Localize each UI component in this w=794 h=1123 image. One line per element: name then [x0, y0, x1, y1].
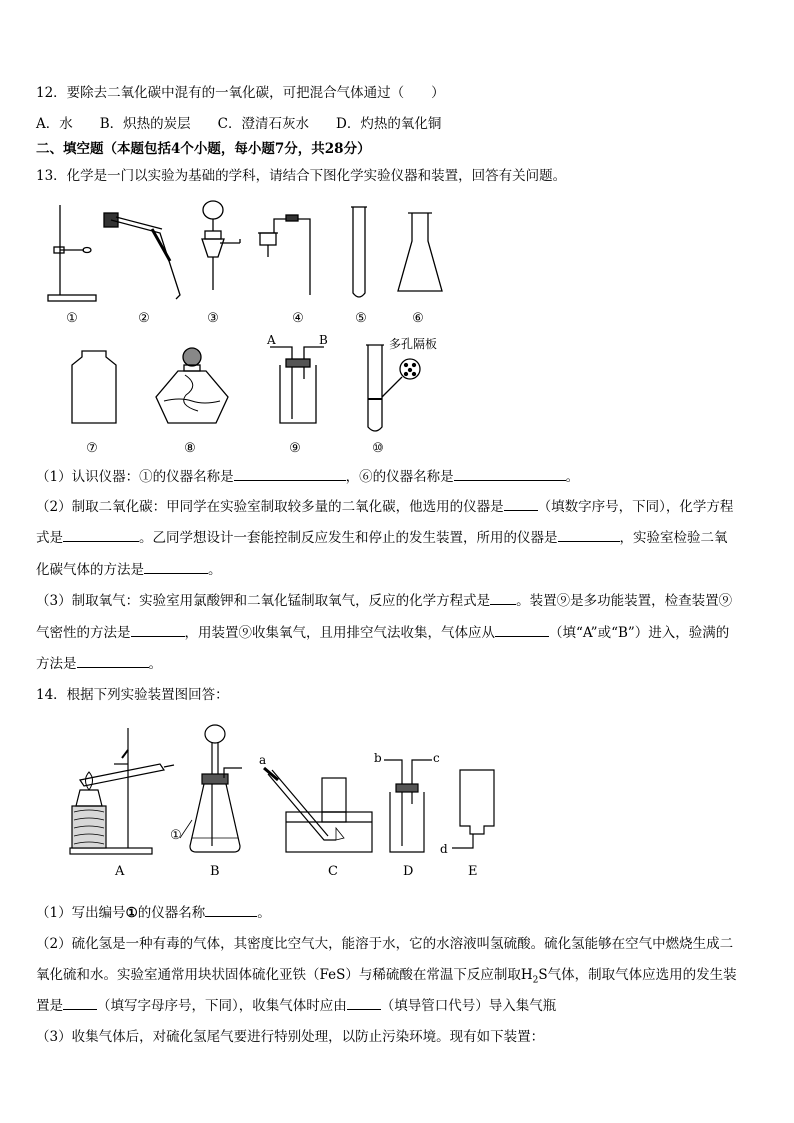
q13-p3-text-f: 方法是: [36, 656, 77, 672]
q13-p2-text-d: 。乙同学想设计一套能控制反应发生和停止的发生装置，所用的仪器是: [139, 530, 558, 546]
q12-options: A．水 B．炽热的炭层 C．澄清石灰水 D．灼热的氧化铜: [36, 116, 442, 132]
label-6: ⑥: [412, 311, 424, 326]
iron-stand-icon: [48, 205, 96, 301]
q13-p2-text-e: ，实验室检验二氧: [619, 530, 728, 546]
q14-part3: （3）收集气体后，对硫化氢尾气要进行特别处理，以防止污染环境。现有如下装置：: [36, 1029, 545, 1045]
circle-1-label: ①: [170, 828, 182, 843]
blank-instrument-name[interactable]: [205, 904, 257, 917]
blank-co2-apparatus[interactable]: [504, 498, 538, 511]
label-4: ④: [292, 311, 304, 326]
q14-part2-line2: [36, 966, 737, 990]
wide-mouth-bottle-icon: [72, 351, 116, 423]
label-7: ⑦: [86, 441, 98, 456]
blank-control-apparatus[interactable]: [558, 529, 620, 542]
q14-p2-text-e: （填写字母序号，下同），收集气体时应由: [97, 998, 347, 1014]
q13-part1: [36, 468, 579, 486]
blank-o2-equation[interactable]: [490, 592, 516, 605]
separatory-funnel-icon: [202, 201, 240, 290]
device-label-a: A: [115, 864, 125, 879]
q13-p2-text-c: 式是: [36, 530, 63, 546]
q13-p3-text-c: 气密性的方法是: [36, 625, 131, 641]
blank-generator[interactable]: [63, 997, 97, 1010]
q14-p1-text-c: 。: [257, 905, 271, 921]
bent-tube-with-stopper-icon: [104, 213, 180, 299]
q13-p1-text-b: ，⑥的仪器名称是: [345, 469, 454, 485]
label-5: ⑤: [355, 311, 367, 326]
q14-part1: [36, 904, 271, 922]
label-1: ①: [66, 311, 78, 326]
q13-p3-text-d: ，用装置⑨收集氧气，且用排空气法收集，气体应从: [184, 625, 495, 641]
q14-p2-text-c: 气体，制取气体应选用的发生装: [547, 967, 737, 983]
device-d-bottle-icon: [384, 760, 432, 852]
blank-apparatus-1[interactable]: [234, 468, 346, 481]
device-label-d: D: [403, 864, 414, 879]
stopper-with-tube-icon: [258, 215, 310, 295]
blank-airtight-method[interactable]: [131, 624, 185, 637]
q13-p3-text-e: （填“A”或“B”）进入，验满的: [549, 625, 730, 641]
label-3: ③: [207, 311, 219, 326]
q14-p2-text-f: （填导管口代号）导入集气瓶: [380, 998, 557, 1014]
q13-stem: 13．化学是一门以实验为基础的学科，请结合下图化学实验仪器和装置，回答有关问题。: [36, 168, 567, 184]
q14-part2-line1: （2）硫化氢是一种有毒的气体，其密度比空气大，能溶于水，它的水溶液叫氢硫酸。硫化氢能够在空气中燃烧生成二: [36, 936, 734, 952]
q14-p1-text-a: （1）写出编号: [36, 905, 126, 921]
blank-inlet[interactable]: [347, 997, 381, 1010]
port-a-label-q14: a: [259, 753, 267, 767]
q13-p2-text-b: （填数字序号，下同），化学方程: [537, 499, 734, 515]
device-label-e: E: [468, 864, 478, 879]
test-tube-icon: [351, 207, 367, 297]
port-a-label: A: [267, 333, 276, 347]
section-title: 二、填空题（本题包括4个小题，每小题7分，共28分）: [36, 141, 371, 157]
erlenmeyer-flask-icon: [398, 213, 442, 291]
q14-part2-line3: [36, 997, 556, 1015]
q13-p2-text-g: 。: [208, 562, 222, 578]
port-c-label-q14: c: [433, 751, 440, 765]
apparatus-row-1: [40, 195, 460, 310]
label-10: ⑩: [372, 441, 384, 456]
blank-gas-inlet[interactable]: [495, 624, 549, 637]
q13-p1-text-a: （1）认识仪器：①的仪器名称是: [36, 469, 234, 485]
q14-p1-text-b: 的仪器名称: [137, 905, 206, 921]
label-9: ⑨: [289, 441, 301, 456]
q14-h2s-sub: 2: [532, 975, 539, 986]
q14-p1-num: ①: [125, 905, 138, 921]
device-label-b: B: [210, 864, 220, 879]
q14-stem: 14．根据下列实验装置图回答：: [36, 687, 229, 703]
q12-stem: 12．要除去二氧化碳中混有的一氧化碳，可把混合气体通过（ ）: [36, 85, 445, 101]
q14-p2-text-d: 置是: [36, 998, 63, 1014]
label-2: ②: [138, 311, 150, 326]
device-a-heating-apparatus-icon: [70, 728, 174, 854]
q13-p2-text-a: （2）制取二氧化碳：甲同学在实验室制取较多量的二氧化碳，他选用的仪器是: [36, 499, 504, 515]
q13-part2-line2: [36, 529, 728, 547]
q14-h2s-h: H: [520, 967, 533, 983]
q14-p2-text-b: 氧化硫和水。实验室通常用块状固体硫化亚铁（FeS）与稀硫酸在常温下反应制取: [36, 967, 521, 983]
q13-p3-text-g: 。: [148, 656, 162, 672]
port-d-label-q14: d: [440, 842, 448, 856]
q14-h2s-s: S: [538, 967, 548, 983]
blank-co2-test[interactable]: [144, 561, 208, 574]
q13-part3-line1: [36, 592, 732, 610]
q13-part3-line2: [36, 624, 729, 642]
q13-p1-text-c: 。: [565, 469, 580, 485]
tube-with-porous-plate-icon: [366, 345, 420, 431]
q13-part2-line1: [36, 498, 733, 516]
device-e-inverted-bottle-icon: [452, 770, 494, 848]
device-b-generator-icon: [180, 725, 242, 852]
port-b-label: B: [319, 333, 328, 347]
port-b-label-q14: b: [374, 751, 382, 765]
q13-p2-text-f: 化碳气体的方法是: [36, 562, 144, 578]
q13-p3-text-a: （3）制取氧气：实验室用氯酸钾和二氧化锰制取氧气，反应的化学方程式是: [36, 593, 491, 609]
blank-full-check[interactable]: [77, 655, 149, 668]
label-8: ⑧: [184, 441, 196, 456]
porous-plate-label: 多孔隔板: [389, 337, 438, 351]
alcohol-lamp-icon: [156, 348, 228, 423]
blank-apparatus-6[interactable]: [454, 468, 566, 481]
blank-co2-equation[interactable]: [63, 529, 139, 542]
device-label-c: C: [328, 864, 338, 879]
q13-part3-line3: [36, 655, 162, 673]
q13-p3-text-b: 。装置⑨是多功能装置，检查装置⑨: [516, 593, 733, 609]
multifunction-bottle-icon: [270, 347, 324, 423]
device-c-water-trough-icon: [264, 768, 372, 852]
q13-part2-line3: [36, 561, 222, 579]
